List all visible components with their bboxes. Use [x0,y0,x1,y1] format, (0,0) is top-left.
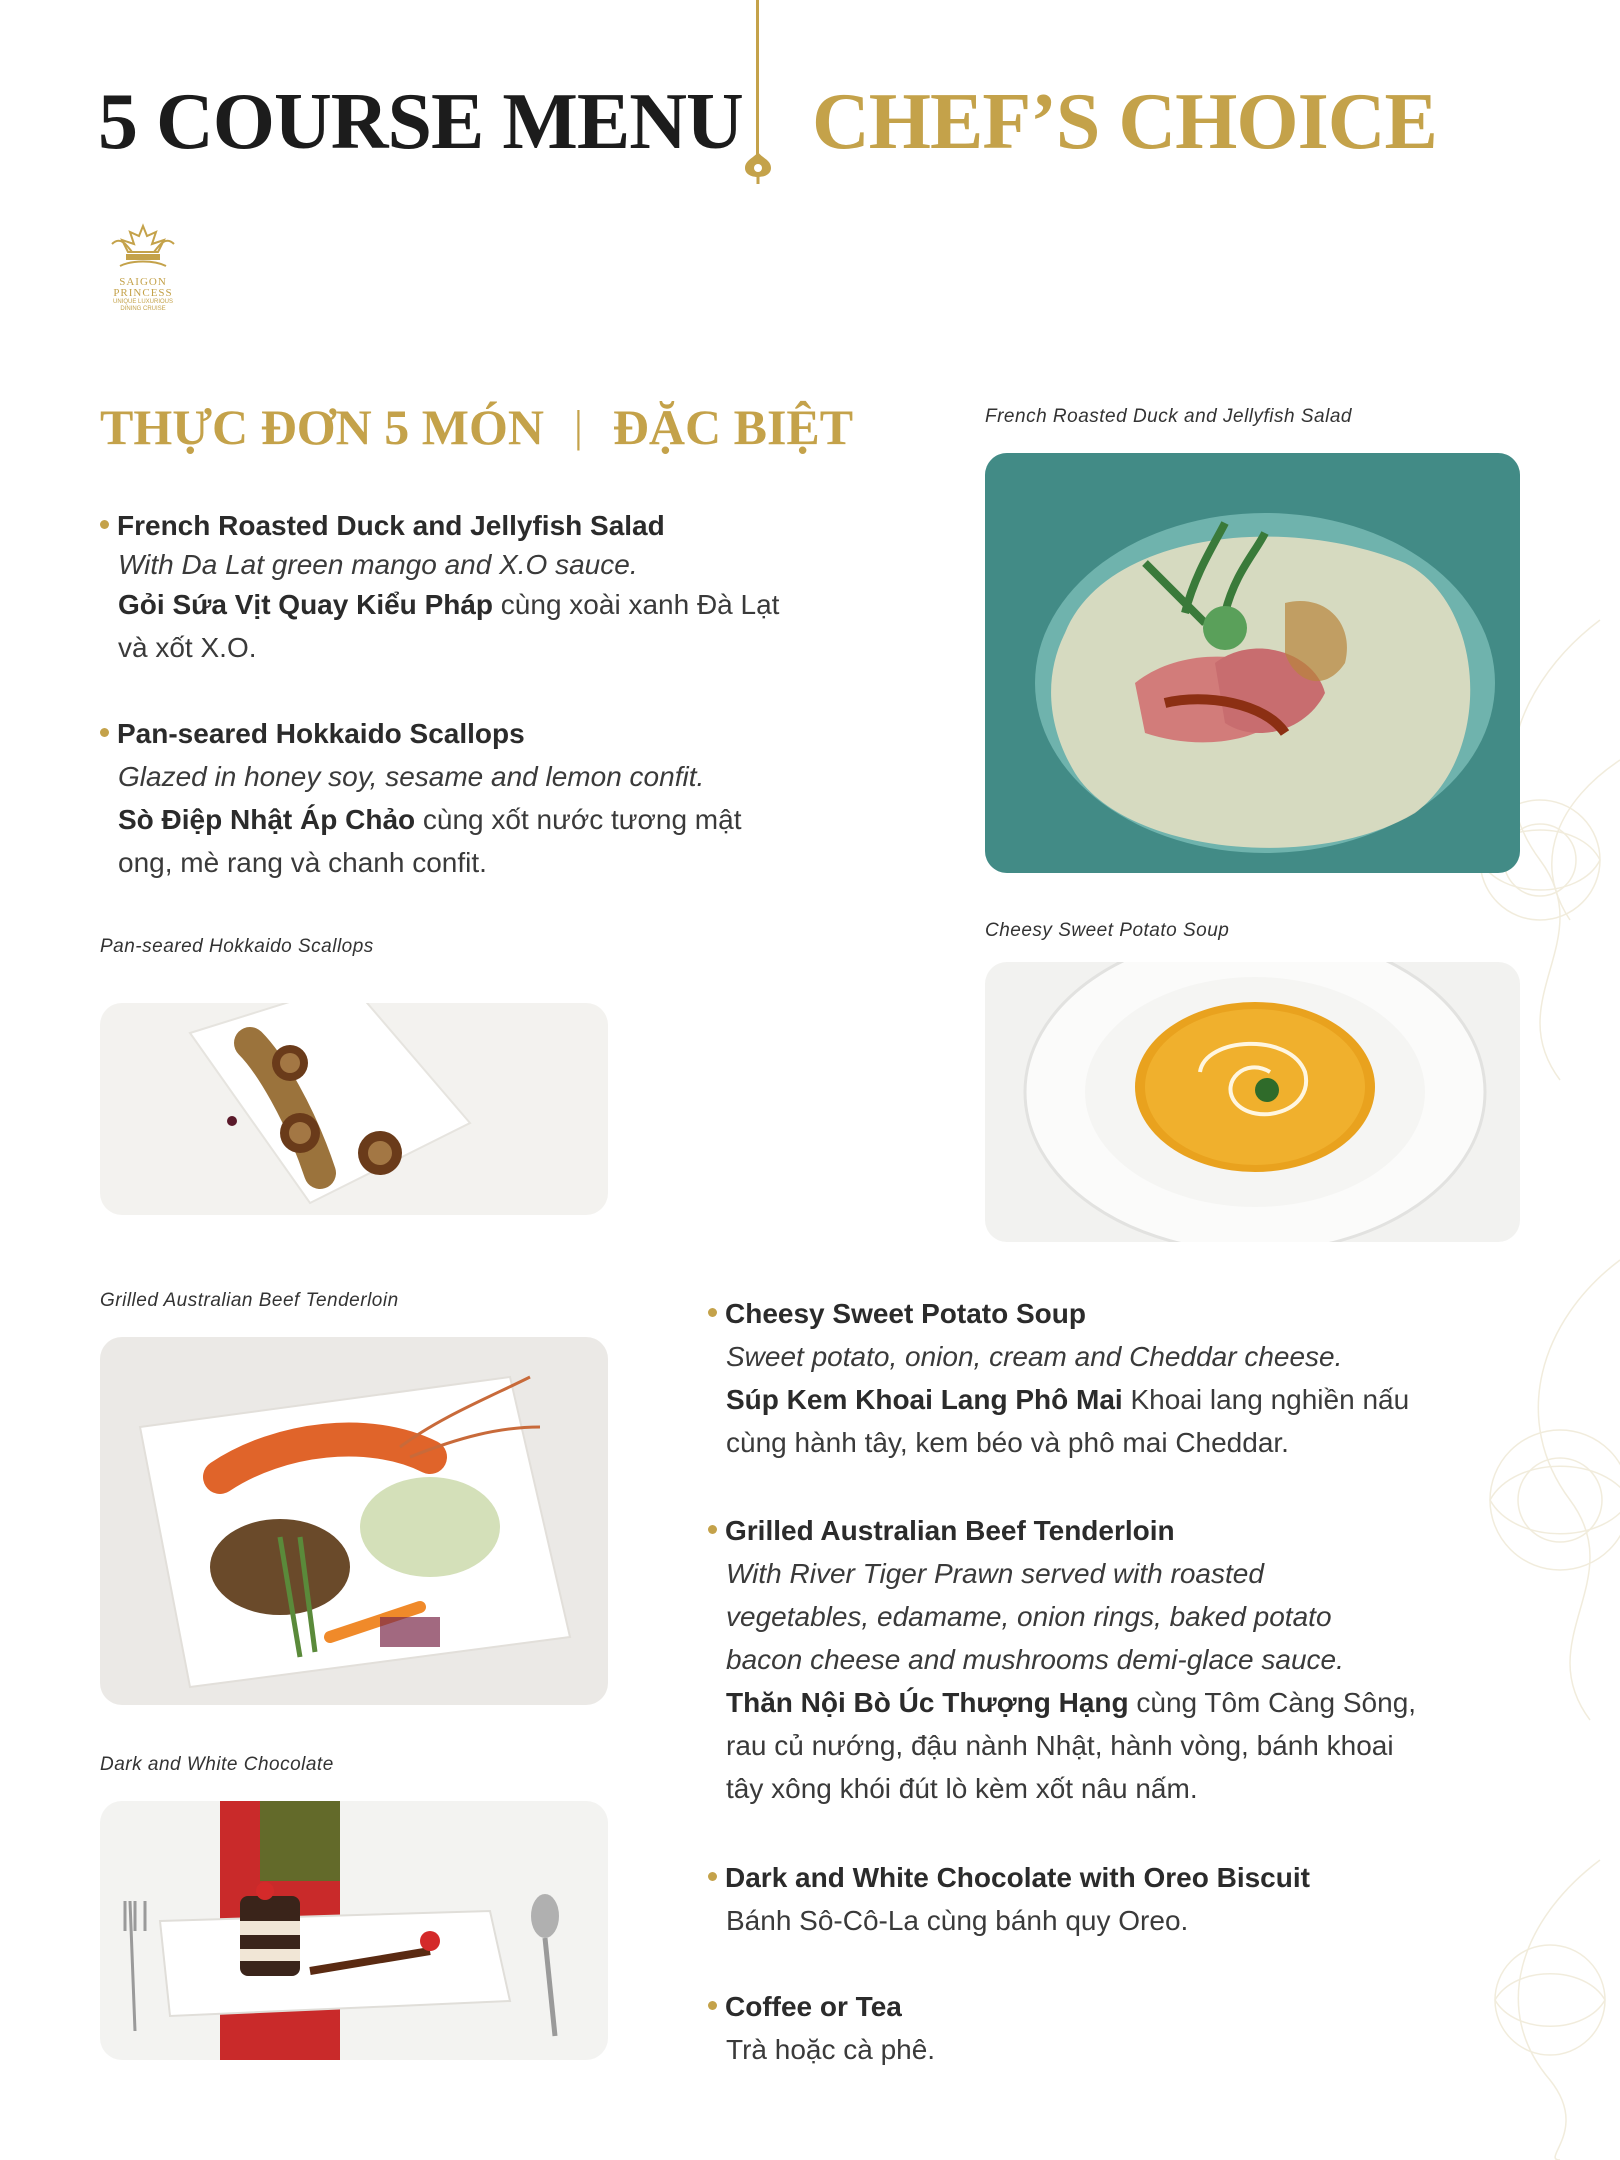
course-description: vegetables, edamame, onion rings, baked potato [726,1601,1332,1632]
vietnamese-subtitle [100,399,854,455]
course-vn-text: ong, mè rang và chanh confit. [118,847,487,878]
logo-tagline-line1: UNIQUE LUXURIOUS [112,299,173,305]
course-vn-text: rau củ nướng, đậu nành Nhật, hành vòng, bánh khoai [726,1730,1394,1761]
logo-brand-line2: PRINCESS [113,287,173,299]
course-description: With Da Lat green mango and X.O sauce. [118,549,638,580]
course-description: With River Tiger Prawn served with roasted [726,1558,1264,1589]
logo-brand-line1: SAIGON [119,276,167,288]
course-name: French Roasted Duck and Jellyfish Salad [118,504,878,547]
course-item [118,504,878,669]
chocolate-dessert-photo [100,1801,608,2060]
photo-caption: Grilled Australian Beef Tenderloin [100,1290,399,1311]
photo-caption: Pan-seared Hokkaido Scallops [100,936,374,957]
course-item [118,712,878,884]
course-vn-text: và xốt X.O. [118,632,257,663]
course-item [726,1985,1586,2071]
crown-emblem-icon [102,222,184,272]
header-divider [756,0,759,160]
vn-title-left: THỰC ĐƠN 5 MÓN [100,399,544,455]
duck-salad-photo [985,453,1520,873]
course-vn-name: Sò Điệp Nhật Áp Chảo [118,804,416,835]
course-description: Sweet potato, onion, cream and Cheddar cheese. [726,1341,1343,1372]
course-name: Grilled Australian Beef Tenderloin [726,1509,1586,1552]
scallops-photo [100,1003,608,1215]
soup-photo [985,962,1520,1242]
course-vn-name: Thăn Nội Bò Úc Thượng Hạng [726,1687,1129,1718]
course-vn-text: Trà hoặc cà phê. [726,2034,936,2065]
course-description: Glazed in honey soy, sesame and lemon confit. [118,761,705,792]
course-item [726,1509,1586,1810]
ornament-icon [741,150,775,186]
course-vn-text: tây xông khói đút lò kèm xốt nâu nấm. [726,1773,1198,1804]
course-vn-name: Súp Kem Khoai Lang Phô Mai [726,1384,1123,1415]
course-vn-text: cùng xốt nước tương mật [415,804,742,835]
course-item [726,1856,1586,1942]
course-vn-text: Bánh Sô-Cô-La cùng bánh quy Oreo. [726,1905,1189,1936]
title-chefs-choice: CHEF’S CHOICE [812,78,1437,166]
course-description: bacon cheese and mushrooms demi-glace sauce. [726,1644,1344,1675]
title-5-course-menu: 5 COURSE MENU [98,78,743,166]
vn-title-right: ĐẶC BIỆT [612,399,854,455]
logo-tagline-line2: DINING CRUISE [120,306,166,312]
saigon-princess-logo [102,222,184,314]
course-vn-name: Gỏi Sứa Vịt Quay Kiểu Pháp [118,589,494,620]
course-vn-text: cùng Tôm Càng Sông, [1128,1687,1417,1718]
course-name: Pan-seared Hokkaido Scallops [118,712,878,755]
vn-title-separator: | [573,402,583,451]
photo-caption: Dark and White Chocolate [100,1754,334,1775]
photo-caption: French Roasted Duck and Jellyfish Salad [985,406,1352,427]
photo-caption: Cheesy Sweet Potato Soup [985,920,1230,941]
beef-tenderloin-photo [100,1337,608,1705]
course-vn-text: cùng xoài xanh Đà Lạt [493,589,780,620]
course-name: Cheesy Sweet Potato Soup [726,1292,1586,1335]
course-vn-text: cùng hành tây, kem béo và phô mai Cheddar. [726,1427,1289,1458]
course-name: Dark and White Chocolate with Oreo Biscuit [726,1856,1586,1899]
course-vn-text: Khoai lang nghiền nấu [1122,1384,1410,1415]
course-item [726,1292,1586,1464]
course-name: Coffee or Tea [726,1985,1586,2028]
